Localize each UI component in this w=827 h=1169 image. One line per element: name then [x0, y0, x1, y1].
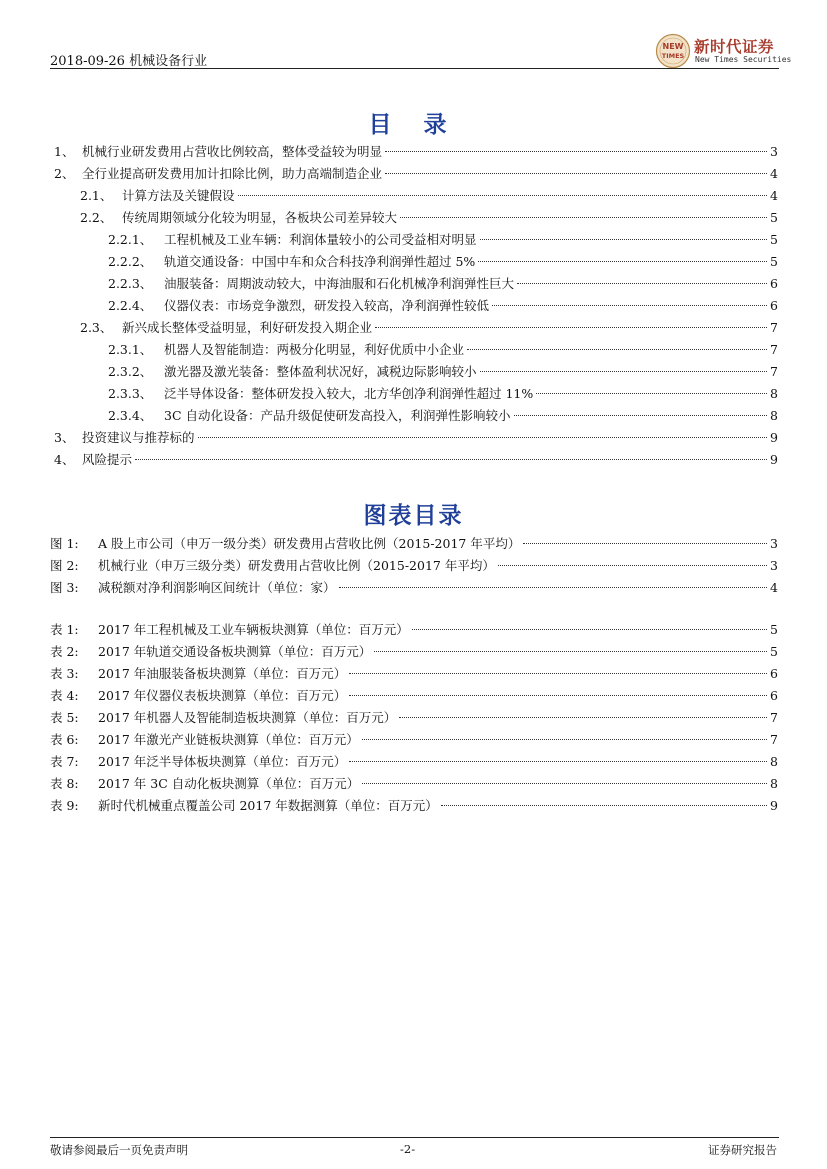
toc-entry[interactable] [0, 273, 778, 295]
figure-entry-text: A 股上市公司（申万一级分类）研发费用占营收比例（2015-2017 年平均） [98, 536, 521, 551]
leader-dots [399, 717, 767, 718]
figure-entry-page: 3 [770, 536, 778, 551]
toc-entry-page: 4 [770, 188, 778, 203]
toc-entry-number: 4、 [54, 452, 75, 467]
toc-entry-number: 2.2.3、 [108, 276, 153, 291]
toc-entry[interactable] [0, 427, 778, 449]
table-entry[interactable] [0, 641, 778, 663]
header-rule [50, 68, 779, 69]
toc-entry-text: 激光器及激光装备：整体盈利状况好，减税边际影响较小 [164, 364, 477, 379]
figure-entry[interactable] [0, 555, 778, 577]
logo-mark-icon [655, 33, 691, 69]
leader-dots [349, 673, 767, 674]
leader-dots [523, 543, 767, 544]
toc-entry-number: 2.2、 [80, 210, 113, 225]
figure-entry-number: 图 2: [50, 558, 79, 573]
leader-dots [374, 651, 767, 652]
table-entry-number: 表 6: [50, 732, 79, 747]
toc-entry-number: 3、 [54, 430, 75, 445]
toc-entry-text: 工程机械及工业车辆：利润体量较小的公司受益相对明显 [164, 232, 477, 247]
leader-dots [349, 761, 767, 762]
toc-entry-page: 6 [770, 298, 778, 313]
toc-entry-text: 机械行业研发费用占营收比例较高，整体受益较为明显 [82, 144, 383, 159]
table-entry-page: 5 [770, 622, 778, 637]
footer-page-number: -2- [400, 1142, 416, 1156]
leader-dots [480, 239, 767, 240]
toc-entry-text: 机器人及智能制造：两极分化明显，利好优质中小企业 [164, 342, 465, 357]
toc-entry[interactable] [0, 163, 778, 185]
table-entry-page: 9 [770, 798, 778, 813]
toc-entry-page: 8 [770, 386, 778, 401]
leader-dots [349, 695, 767, 696]
figure-entry-page: 4 [770, 580, 778, 595]
logo-english-name: New Times Securities [695, 55, 792, 64]
toc-entry-page: 5 [770, 254, 778, 269]
toc-entry-text: 轨道交通设备：中国中车和众合科技净利润弹性超过 5% [164, 254, 476, 269]
header-date-industry: 2018-09-26 机械设备行业 [50, 54, 208, 69]
leader-dots [498, 565, 767, 566]
toc-entry-page: 3 [770, 144, 778, 159]
toc-entry-text: 风险提示 [82, 452, 133, 467]
leader-dots [362, 739, 767, 740]
table-entry[interactable] [0, 795, 778, 817]
leader-dots [480, 371, 767, 372]
leader-dots [514, 415, 768, 416]
table-entry-page: 8 [770, 754, 778, 769]
toc-entry-number: 2、 [54, 166, 75, 181]
leader-dots [339, 587, 767, 588]
leader-dots [385, 151, 767, 152]
toc-entry-text: 油服装备：周期波动较大，中海油服和石化机械净利润弹性巨大 [164, 276, 515, 291]
leader-dots [198, 437, 767, 438]
toc-entry[interactable] [0, 185, 778, 207]
table-entry-text: 新时代机械重点覆盖公司 2017 年数据测算（单位：百万元） [98, 798, 438, 813]
figure-entry[interactable] [0, 577, 778, 599]
toc-entry[interactable] [0, 405, 778, 427]
toc-entry[interactable] [0, 339, 778, 361]
table-entry-number: 表 2: [50, 644, 79, 659]
table-entry-text: 2017 年轨道交通设备板块测算（单位：百万元） [98, 644, 372, 659]
footer-report-type: 证券研究报告 [708, 1143, 777, 1157]
toc-entry-number: 2.3、 [80, 320, 113, 335]
toc-entry-number: 2.3.1、 [108, 342, 153, 357]
figure-entry[interactable] [0, 533, 778, 555]
table-entry-number: 表 5: [50, 710, 79, 725]
toc-entry-text: 投资建议与推荐标的 [82, 430, 195, 445]
company-logo [655, 33, 792, 69]
figure-entry-page: 3 [770, 558, 778, 573]
table-entry-text: 2017 年机器人及智能制造板块测算（单位：百万元） [98, 710, 397, 725]
table-entry-page: 7 [770, 732, 778, 747]
toc-entry-page: 8 [770, 408, 778, 423]
toc-entry-number: 2.3.4、 [108, 408, 153, 423]
toc-title: 目 录 [368, 112, 459, 138]
leader-dots [400, 217, 767, 218]
toc-entry[interactable] [0, 207, 778, 229]
toc-entry-number: 2.2.2、 [108, 254, 153, 269]
toc-entry[interactable] [0, 295, 778, 317]
toc-entry-number: 2.2.1、 [108, 232, 153, 247]
table-entry-text: 2017 年激光产业链板块测算（单位：百万元） [98, 732, 359, 747]
leader-dots [375, 327, 767, 328]
footer-rule [50, 1137, 779, 1138]
logo-mark-top-text: NEW [662, 42, 684, 51]
leader-dots [238, 195, 767, 196]
table-entry-text: 2017 年工程机械及工业车辆板块测算（单位：百万元） [98, 622, 409, 637]
leader-dots [467, 349, 767, 350]
toc-entry-number: 2.3.2、 [108, 364, 153, 379]
leader-dots [492, 305, 767, 306]
table-entry-number: 表 3: [50, 666, 79, 681]
leader-dots [441, 805, 767, 806]
footer-disclaimer: 敬请参阅最后一页免责声明 [50, 1143, 188, 1157]
toc-entry-page: 5 [770, 210, 778, 225]
toc-entry-number: 2.2.4、 [108, 298, 153, 313]
toc-entry[interactable] [0, 361, 778, 383]
toc-entry-page: 9 [770, 430, 778, 445]
toc-entry-page: 6 [770, 276, 778, 291]
figure-entry-text: 机械行业（申万三级分类）研发费用占营收比例（2015-2017 年平均） [98, 558, 495, 573]
logo-mark-bottom-text: TIMES [661, 52, 685, 60]
leader-dots [536, 393, 767, 394]
toc-entry-text: 3C 自动化设备：产品升级促使研发高投入，利润弹性影响较小 [164, 408, 511, 423]
toc-entry[interactable] [0, 229, 778, 251]
table-entry[interactable] [0, 773, 778, 795]
leader-dots [517, 283, 767, 284]
table-entry-number: 表 8: [50, 776, 79, 791]
toc-entry-page: 7 [770, 342, 778, 357]
table-entry-text: 2017 年泛半导体板块测算（单位：百万元） [98, 754, 347, 769]
table-entry[interactable] [0, 619, 778, 641]
table-entry-page: 5 [770, 644, 778, 659]
table-entry[interactable] [0, 751, 778, 773]
leader-dots [135, 459, 767, 460]
table-entry-page: 8 [770, 776, 778, 791]
leader-dots [362, 783, 767, 784]
toc-entry-text: 新兴成长整体受益明显，利好研发投入期企业 [122, 320, 373, 335]
toc-entry-text: 计算方法及关键假设 [122, 188, 235, 203]
toc-entry-number: 2.3.3、 [108, 386, 153, 401]
toc-entry-text: 全行业提高研发费用加计扣除比例，助力高端制造企业 [82, 166, 383, 181]
leader-dots [385, 173, 767, 174]
table-entry-page: 6 [770, 666, 778, 681]
figure-entry-number: 图 1: [50, 536, 79, 551]
toc-entry[interactable] [0, 383, 778, 405]
table-entry-number: 表 1: [50, 622, 79, 637]
figures-title: 图表目录 [363, 503, 464, 529]
toc-entry[interactable] [0, 449, 778, 471]
table-entry-text: 2017 年 3C 自动化板块测算（单位：百万元） [98, 776, 360, 791]
figure-entry-text: 减税额对净利润影响区间统计（单位：家） [98, 580, 336, 595]
table-entry-number: 表 7: [50, 754, 79, 769]
toc-entry[interactable] [0, 251, 778, 273]
table-entry-page: 6 [770, 688, 778, 703]
toc-entry-text: 传统周期领域分化较为明显，各板块公司差异较大 [122, 210, 398, 225]
logo-chinese-name: 新时代证券 [694, 37, 775, 56]
leader-dots [478, 261, 767, 262]
toc-entry-page: 9 [770, 452, 778, 467]
table-entry-page: 7 [770, 710, 778, 725]
toc-entry-number: 1、 [54, 144, 75, 159]
table-entry[interactable] [0, 729, 778, 751]
toc-entry-page: 4 [770, 166, 778, 181]
toc-entry-page: 7 [770, 364, 778, 379]
toc-entry-text: 仪器仪表：市场竞争激烈，研发投入较高，净利润弹性较低 [164, 298, 490, 313]
toc-entry[interactable] [0, 317, 778, 339]
toc-entry[interactable] [0, 141, 778, 163]
toc-entry-page: 7 [770, 320, 778, 335]
toc-entry-text: 泛半导体设备：整体研发投入较大，北方华创净利润弹性超过 11% [164, 386, 534, 401]
figure-entry-number: 图 3: [50, 580, 79, 595]
toc-entry-number: 2.1、 [80, 188, 113, 203]
table-entry-text: 2017 年仪器仪表板块测算（单位：百万元） [98, 688, 347, 703]
table-entry-number: 表 4: [50, 688, 79, 703]
toc-entry-page: 5 [770, 232, 778, 247]
leader-dots [412, 629, 767, 630]
table-entry-number: 表 9: [50, 798, 79, 813]
table-entry[interactable] [0, 707, 778, 729]
table-entry[interactable] [0, 685, 778, 707]
table-entry[interactable] [0, 663, 778, 685]
table-entry-text: 2017 年油服装备板块测算（单位：百万元） [98, 666, 347, 681]
